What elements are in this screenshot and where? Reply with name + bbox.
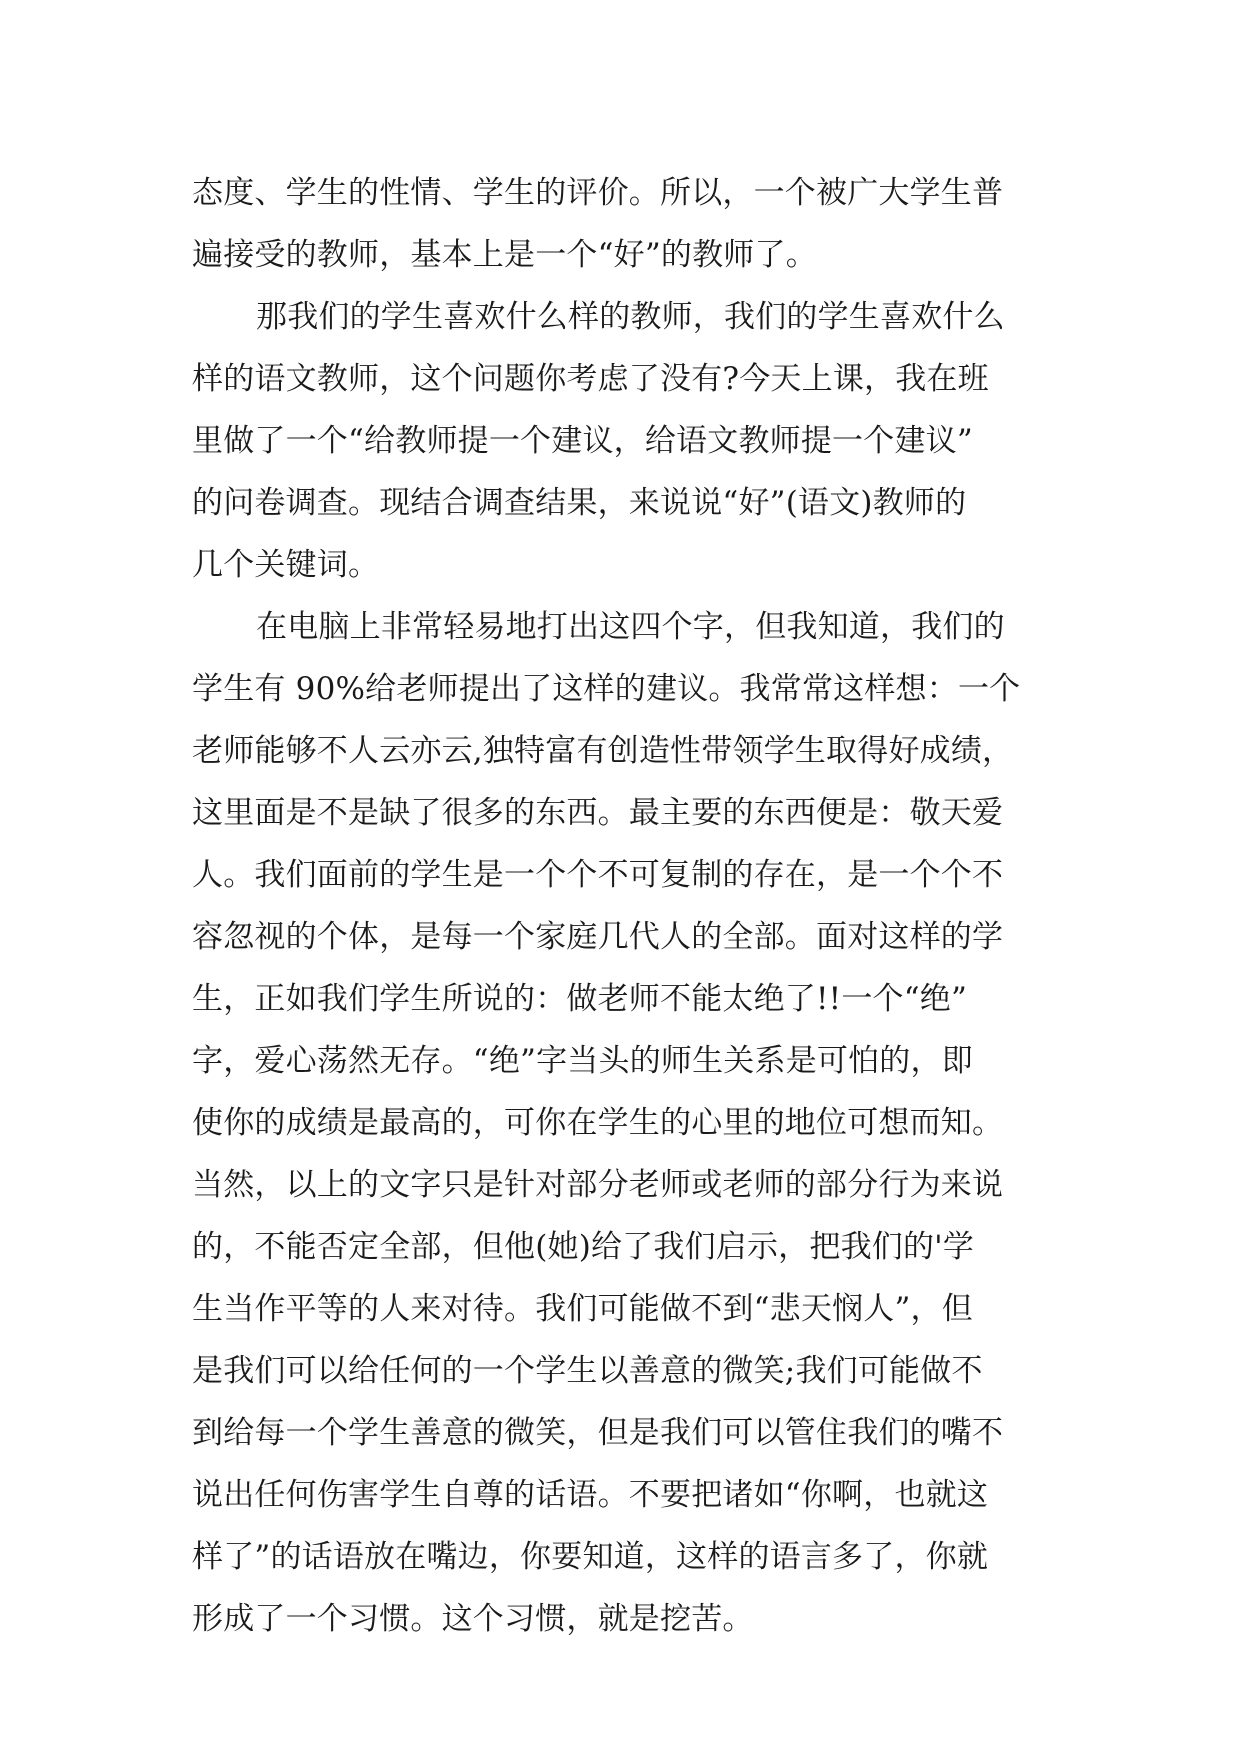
text-line: 是我们可以给任何的一个学生以善意的微笑;我们可能做不 xyxy=(192,1353,983,1389)
text-line: 使你的成绩是最高的，可你在学生的心里的地位可想而知。 xyxy=(192,1105,1004,1141)
text-line: 的，不能否定全部，但他(她)给了我们启示，把我们的'学 xyxy=(192,1229,975,1265)
text-line: 的问卷调查。现结合调查结果，来说说“好”(语文)教师的 xyxy=(192,485,967,521)
text-line: 字，爱心荡然无存。“绝”字当头的师生关系是可怕的，即 xyxy=(192,1043,973,1079)
text-line: 生当作平等的人来对待。我们可能做不到“悲天悯人”，但 xyxy=(192,1291,973,1327)
text-line: 形成了一个习惯。这个习惯，就是挖苦。 xyxy=(192,1601,754,1637)
text-line: 到给每一个学生善意的微笑，但是我们可以管住我们的嘴不 xyxy=(192,1415,1004,1451)
text-line: 遍接受的教师，基本上是一个“好”的教师了。 xyxy=(192,237,817,273)
text-line: 样的语文教师，这个问题你考虑了没有?今天上课，我在班 xyxy=(192,361,989,397)
text-line: 学生有 90%给老师提出了这样的建议。我常常这样想：一个 xyxy=(192,671,1021,707)
document-body xyxy=(192,162,1052,1650)
text-line: 几个关键词。 xyxy=(192,547,380,583)
text-line: 老师能够不人云亦云,独特富有创造性带领学生取得好成绩， xyxy=(192,733,1014,769)
paragraph-first-line: 那我们的学生喜欢什么样的教师，我们的学生喜欢什么 xyxy=(256,299,1005,335)
text-line: 人。我们面前的学生是一个个不可复制的存在，是一个个不 xyxy=(192,857,1004,893)
text-line: 里做了一个“给教师提一个建议，给语文教师提一个建议” xyxy=(192,423,973,459)
text-line: 生，正如我们学生所说的：做老师不能太绝了!!一个“绝” xyxy=(192,981,968,1017)
paragraph-first-line: 在电脑上非常轻易地打出这四个字，但我知道，我们的 xyxy=(256,609,1005,645)
text-line: 样了”的话语放在嘴边，你要知道，这样的语言多了，你就 xyxy=(192,1539,989,1575)
text-line: 这里面是不是缺了很多的东西。最主要的东西便是：敬天爱 xyxy=(192,795,1004,831)
text-line: 说出任何伤害学生自尊的话语。不要把诸如“你啊，也就这 xyxy=(192,1477,989,1513)
text-line: 当然，以上的文字只是针对部分老师或老师的部分行为来说 xyxy=(192,1167,1004,1203)
text-line: 容忽视的个体，是每一个家庭几代人的全部。面对这样的学 xyxy=(192,919,1004,955)
text-line: 态度、学生的性情、学生的评价。所以，一个被广大学生普 xyxy=(192,175,1004,211)
